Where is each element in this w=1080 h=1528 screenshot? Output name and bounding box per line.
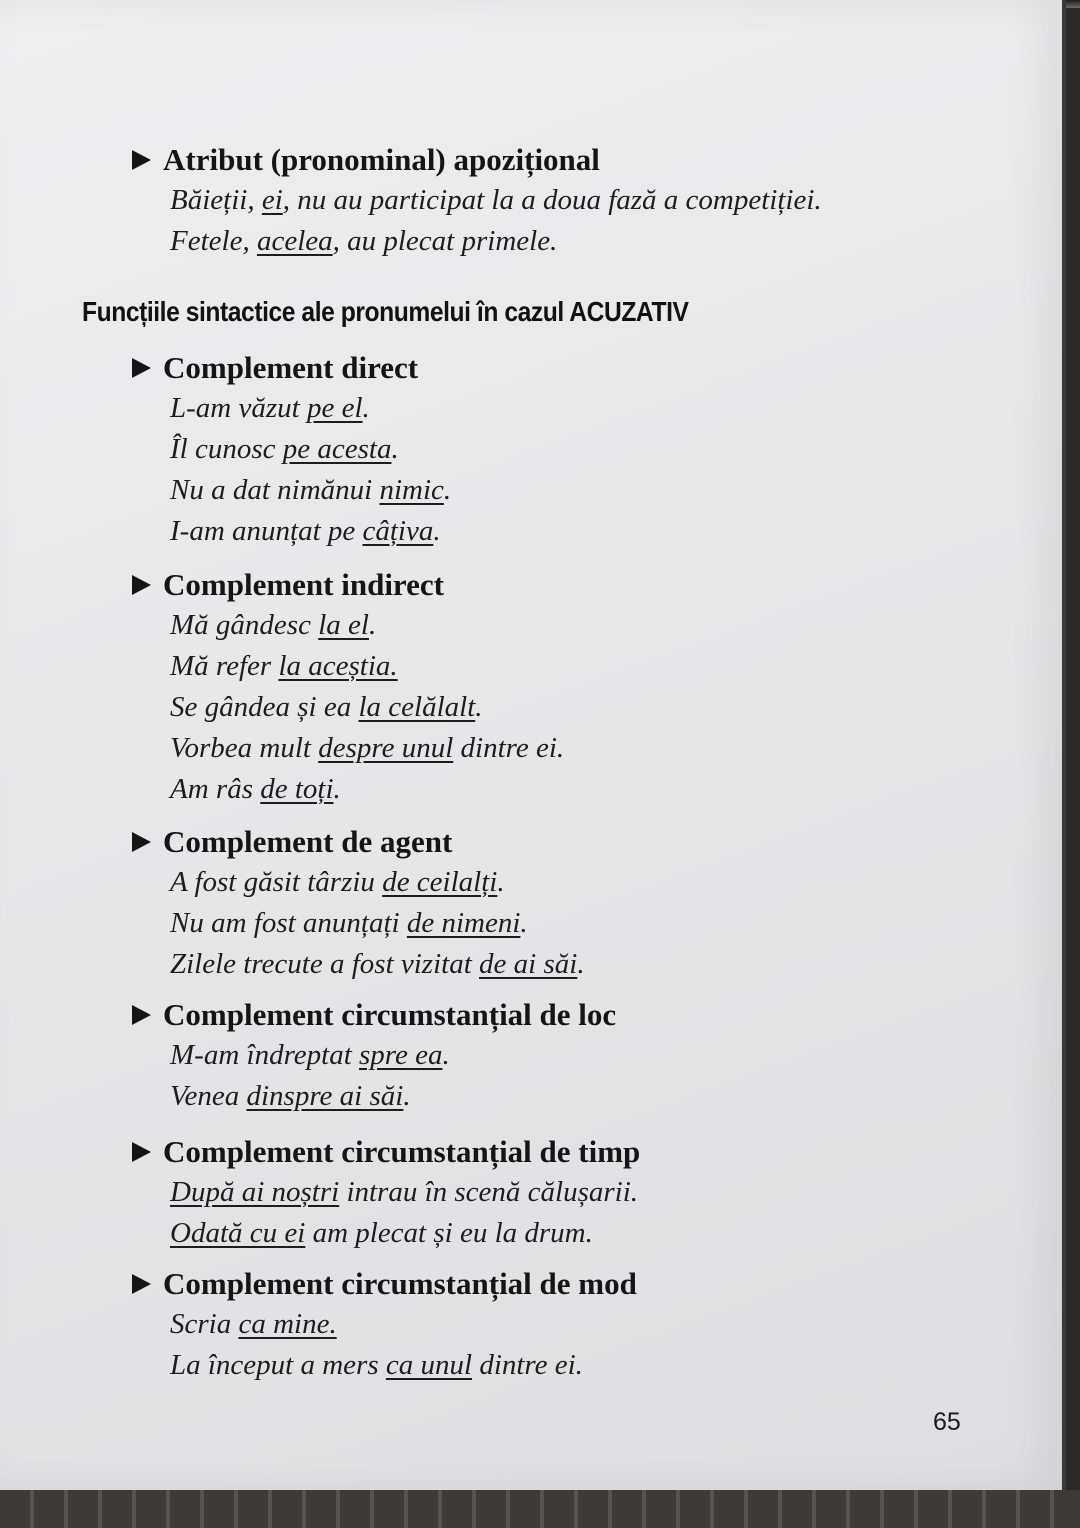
text: Scria	[170, 1308, 239, 1340]
triangle-bullet-icon	[132, 1142, 151, 1162]
text: Mă refer	[170, 650, 279, 682]
example-line	[132, 511, 451, 552]
heading-text: Atribut (pronominal) apozițional	[163, 142, 600, 177]
underlined-text: nimic	[379, 474, 444, 506]
item-cc-de-mod	[132, 1264, 637, 1386]
page-number: 65	[933, 1408, 961, 1436]
text: intrau în scenă călușarii.	[339, 1176, 639, 1208]
example-line	[132, 769, 564, 810]
text: .	[391, 433, 399, 465]
triangle-bullet-icon	[132, 150, 151, 170]
triangle-bullet-icon	[132, 832, 151, 852]
item-cc-de-loc	[132, 995, 616, 1117]
item-complement-direct	[132, 348, 451, 552]
triangle-bullet-icon	[132, 358, 151, 378]
underlined-text: Odată cu ei	[170, 1217, 306, 1249]
example-line	[132, 728, 564, 769]
underlined-text: de toți	[260, 773, 334, 805]
item-complement-indirect	[132, 565, 564, 810]
underlined-text: ei	[261, 184, 283, 216]
underlined-text: la el	[318, 609, 369, 641]
text: .	[475, 691, 483, 723]
example-line	[132, 944, 585, 985]
heading-text: Complement de agent	[163, 824, 453, 859]
underlined-text: pe acesta	[282, 433, 392, 465]
text: .	[442, 1039, 450, 1071]
text: .	[333, 773, 341, 805]
item-heading	[132, 140, 822, 180]
underlined-text: acelea	[256, 225, 333, 257]
underlined-text: de ceilalți	[382, 866, 498, 898]
text: , au plecat primele.	[332, 225, 558, 257]
heading-text: Complement circumstanțial de timp	[163, 1134, 641, 1169]
text: dintre ei.	[453, 732, 565, 764]
text: Se gândea și ea	[170, 691, 359, 723]
text: .	[362, 392, 370, 424]
underlined-text: spre ea	[359, 1039, 443, 1071]
example-line	[132, 1172, 640, 1213]
text: Îl cunosc	[170, 433, 283, 465]
example-line	[132, 687, 564, 728]
underlined-text: de nimeni	[406, 907, 521, 939]
item-heading	[132, 822, 585, 862]
triangle-bullet-icon	[132, 1274, 151, 1294]
example-line	[132, 862, 585, 903]
text: .	[497, 866, 505, 898]
item-heading	[132, 348, 451, 388]
heading-text: Complement direct	[163, 350, 419, 385]
text: , nu au participat la a doua fază a competiției.	[282, 184, 822, 216]
item-complement-de-agent	[132, 822, 585, 985]
underlined-text: câțiva	[362, 515, 434, 547]
heading-text: Complement circumstanțial de mod	[163, 1266, 637, 1301]
underlined-text: dinspre ai săi	[246, 1080, 404, 1112]
example-line	[132, 180, 822, 221]
text: Nu am fost anunțați	[170, 907, 407, 939]
text: Băieții,	[170, 184, 262, 216]
text: Am râs	[170, 773, 261, 805]
item-heading	[132, 565, 564, 605]
text: La început a mers	[170, 1349, 386, 1381]
text: dintre ei.	[472, 1349, 583, 1381]
example-line	[132, 429, 451, 470]
text: Venea	[170, 1080, 247, 1112]
underlined-text: pe el	[306, 392, 363, 424]
item-heading	[132, 995, 616, 1035]
underlined-text: despre unul	[318, 732, 454, 764]
underlined-text: După ai noștri	[170, 1176, 340, 1208]
underlined-text: ca mine.	[238, 1308, 337, 1340]
example-line	[132, 1035, 616, 1076]
triangle-bullet-icon	[132, 575, 151, 595]
item-heading	[132, 1264, 637, 1304]
text: L-am văzut	[170, 392, 307, 424]
text: Fetele,	[170, 225, 257, 257]
example-line	[132, 388, 451, 429]
example-line	[132, 605, 564, 646]
example-line	[132, 903, 585, 944]
text: Zilele trecute a fost vizitat	[170, 948, 480, 980]
text: .	[433, 515, 441, 547]
item-heading	[132, 1132, 640, 1172]
text: Mă gândesc	[170, 609, 319, 641]
text: .	[577, 948, 585, 980]
example-line	[132, 1213, 640, 1254]
heading-text: Complement circumstanțial de loc	[163, 997, 617, 1032]
text: I-am anunțat pe	[170, 515, 363, 547]
heading-text: Complement indirect	[163, 567, 444, 602]
text: am plecat și eu la drum.	[305, 1217, 593, 1249]
text: Nu a dat nimănui	[170, 474, 380, 506]
underlined-text: la celălalt	[358, 691, 476, 723]
example-line	[132, 1076, 616, 1117]
text: A fost găsit târziu	[170, 866, 383, 898]
item-atribut-apozitional	[132, 140, 822, 262]
underlined-text: la aceștia.	[278, 650, 398, 682]
text: .	[368, 609, 377, 641]
example-line	[132, 221, 822, 262]
example-line	[132, 470, 451, 511]
item-cc-de-timp	[132, 1132, 640, 1254]
example-line	[132, 1304, 637, 1345]
text: Vorbea mult	[170, 732, 319, 764]
example-line	[132, 646, 564, 687]
underlined-text: de ai săi	[479, 948, 578, 980]
text: .	[403, 1080, 411, 1112]
text: M-am îndreptat	[170, 1039, 360, 1071]
page-edges-background	[0, 1490, 1080, 1528]
section-title: Funcțiile sintactice ale pronumelui în cazul ACUZATIV	[82, 296, 689, 327]
underlined-text: ca unul	[385, 1349, 473, 1381]
example-line	[132, 1345, 637, 1386]
text: .	[443, 474, 452, 506]
text: .	[520, 907, 528, 939]
triangle-bullet-icon	[132, 1005, 151, 1025]
